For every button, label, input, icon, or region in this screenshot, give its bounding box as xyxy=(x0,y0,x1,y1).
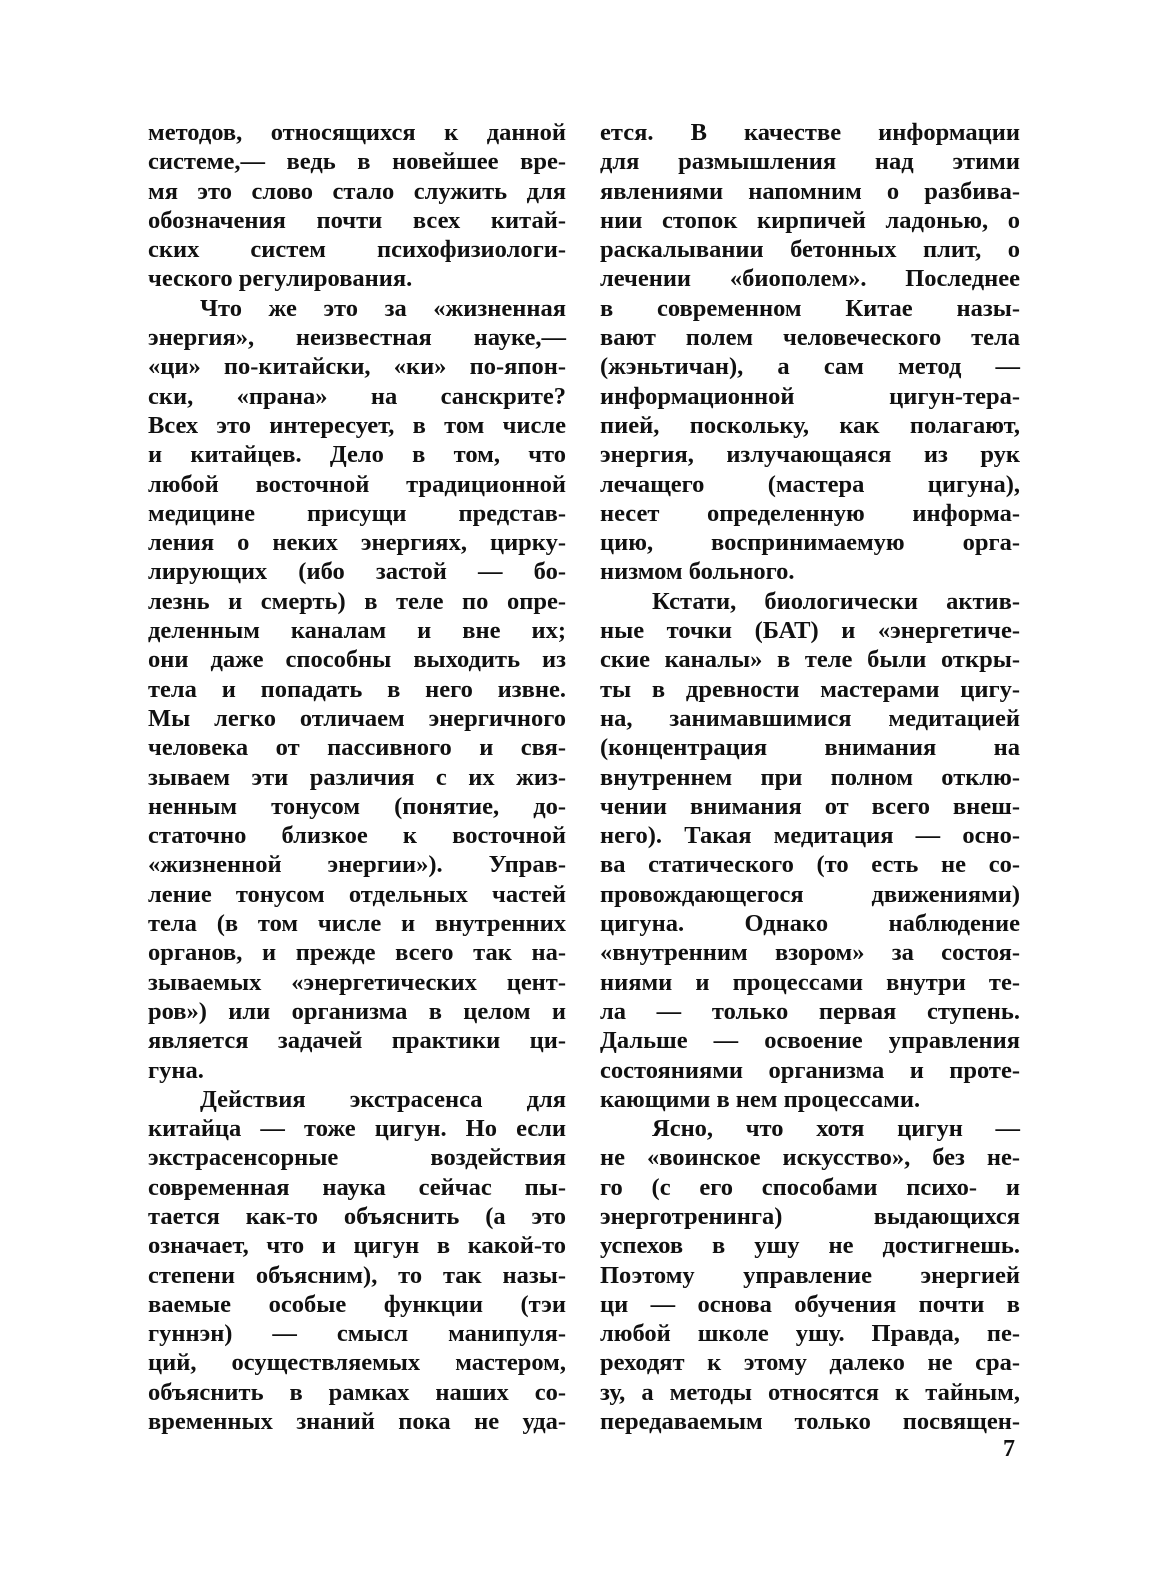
text-line: Действия экстрасенса для xyxy=(200,1085,566,1113)
text-line: чении внимания от всего внеш- xyxy=(600,792,1020,820)
text-line: лирующих (ибо застой — бо- xyxy=(148,558,566,586)
text-line: энерготренинга) выдающихся xyxy=(600,1202,1020,1230)
text-line: не «воинское искусство», без не- xyxy=(600,1144,1020,1172)
text-line: системе,— ведь в новейшее вре- xyxy=(148,148,566,176)
text-line: мя это слово стало служить для xyxy=(148,177,566,205)
text-line: гуннэн) — смысл манипуля- xyxy=(148,1320,566,1348)
text-line: они даже способны выходить из xyxy=(148,646,566,674)
text-line: лезнь и смерть) в теле по опре- xyxy=(148,587,566,615)
right-text-column xyxy=(600,118,1020,1436)
text-line: пией, поскольку, как полагают, xyxy=(600,411,1020,439)
text-line: кающими в нем процессами. xyxy=(600,1085,921,1113)
text-line: тается как-то объяснить (а это xyxy=(148,1202,566,1230)
text-line: лечащего (мастера цигуна), xyxy=(600,470,1020,498)
text-line: Ясно, что хотя цигун — xyxy=(652,1115,1020,1143)
text-line: энергия, излучающаяся из рук xyxy=(600,441,1020,469)
text-line: низмом больного. xyxy=(600,558,795,586)
text-line: ные точки (БАТ) и «энергетиче- xyxy=(600,617,1020,645)
text-line: методов, относящихся к данной xyxy=(148,119,566,146)
text-line: гуна. xyxy=(148,1056,204,1084)
text-line: ты в древности мастерами цигу- xyxy=(600,675,1020,703)
text-line: (концентрация внимания на xyxy=(600,734,1020,762)
text-line: временных знаний пока не уда- xyxy=(148,1408,566,1436)
text-line: китайца — тоже цигун. Но если xyxy=(148,1115,566,1143)
text-line: объяснить в рамках наших со- xyxy=(148,1378,566,1406)
text-line: ций, осуществляемых мастером, xyxy=(148,1349,566,1377)
text-line: человека от пассивного и свя- xyxy=(148,734,566,762)
text-line: ваемые особые функции (тэи xyxy=(148,1290,566,1318)
text-line: медицине присущи представ- xyxy=(148,499,566,527)
text-line: успехов в ушу не достигнешь. xyxy=(600,1232,1020,1260)
text-line: обозначения почти всех китай- xyxy=(148,206,566,234)
text-line: лечении «биополем». Последнее xyxy=(600,265,1020,293)
text-line: внутреннем при полном отклю- xyxy=(600,763,1020,791)
text-line: ва статического (то есть не со- xyxy=(600,851,1020,879)
text-line: степени объясним), то так назы- xyxy=(148,1261,566,1289)
text-line: на, занимавшимися медитацией xyxy=(600,704,1020,732)
text-line: ски, «прана» на санскрите? xyxy=(148,382,566,410)
text-line: «ци» по-китайски, «ки» по-япон- xyxy=(148,353,566,381)
text-line: статочно близкое к восточной xyxy=(148,822,566,850)
text-line: ления о неких энергиях, цирку- xyxy=(148,529,566,557)
text-line: означает, что и цигун в какой-то xyxy=(148,1232,566,1260)
text-line: любой восточной традиционной xyxy=(148,470,566,498)
text-line: зываемых «энергетических цент- xyxy=(148,968,566,996)
text-line: Поэтому управление энергией xyxy=(600,1261,1020,1289)
text-line: состояниями организма и проте- xyxy=(600,1056,1020,1084)
text-line: ление тонусом отдельных частей xyxy=(148,880,566,908)
text-line: вают полем человеческого тела xyxy=(600,324,1020,352)
text-line: провождающегося движениями) xyxy=(600,880,1020,908)
text-line: Кстати, биологически актив- xyxy=(652,587,1020,615)
text-line: тела (в том числе и внутренних xyxy=(148,910,566,938)
text-line: него). Такая медитация — осно- xyxy=(600,822,1020,850)
text-line: любой школе ушу. Правда, пе- xyxy=(600,1320,1020,1348)
text-line: «внутренним взором» за состоя- xyxy=(600,939,1020,967)
text-line: органов, и прежде всего так на- xyxy=(148,939,566,967)
text-line: информационной цигун-тера- xyxy=(600,382,1020,410)
text-line: и китайцев. Дело в том, что xyxy=(148,441,566,469)
text-line: для размышления над этими xyxy=(600,148,1020,176)
page-number: 7 xyxy=(1003,1436,1015,1462)
text-line: Что же это за «жизненная xyxy=(200,294,566,322)
text-line: нии стопок кирпичей ладонью, о xyxy=(600,206,1020,234)
text-line: зываем эти различия с их жиз- xyxy=(148,763,566,791)
text-line: «жизненной энергии»). Управ- xyxy=(148,851,566,879)
text-line: явлениями напомним о разбива- xyxy=(600,177,1020,205)
text-line: в современном Китае назы- xyxy=(600,294,1020,322)
text-line: экстрасенсорные воздействия xyxy=(148,1144,566,1172)
text-line: Дальше — освоение управления xyxy=(600,1027,1020,1055)
text-line: (жэньтичан), а сам метод — xyxy=(600,353,1020,381)
text-line: ненным тонусом (понятие, до- xyxy=(148,792,566,820)
text-line: ниями и процессами внутри те- xyxy=(600,968,1020,996)
text-line: ци — основа обучения почти в xyxy=(600,1290,1020,1318)
text-line: ские каналы» в теле были откры- xyxy=(600,646,1020,674)
text-line: реходят к этому далеко не сра- xyxy=(600,1349,1020,1377)
text-line: несет определенную информа- xyxy=(600,499,1020,527)
text-line: ческого регулирования. xyxy=(148,265,413,293)
text-line: Мы легко отличаем энергичного xyxy=(148,704,566,732)
text-line: ется. В качестве информации xyxy=(600,119,1020,146)
text-line: Всех это интересует, в том числе xyxy=(148,411,566,439)
text-line: современная наука сейчас пы- xyxy=(148,1173,566,1201)
text-line: передаваемым только посвящен- xyxy=(600,1408,1020,1436)
text-line: энергия», неизвестная науке,— xyxy=(148,324,566,352)
text-line: ских систем психофизиологи- xyxy=(148,236,566,264)
text-line: деленным каналам и вне их; xyxy=(148,617,566,645)
text-line: является задачей практики ци- xyxy=(148,1027,566,1055)
text-line: раскалывании бетонных плит, о xyxy=(600,236,1020,264)
left-text-column xyxy=(148,118,566,1436)
text-line: зу, а методы относятся к тайным, xyxy=(600,1378,1020,1406)
text-line: ла — только первая ступень. xyxy=(600,997,1020,1025)
text-line: ров») или организма в целом и xyxy=(148,997,566,1025)
text-line: цию, воспринимаемую орга- xyxy=(600,529,1020,557)
text-line: цигуна. Однако наблюдение xyxy=(600,910,1020,938)
text-line: го (с его способами психо- и xyxy=(600,1173,1020,1201)
text-line: тела и попадать в него извне. xyxy=(148,675,566,703)
